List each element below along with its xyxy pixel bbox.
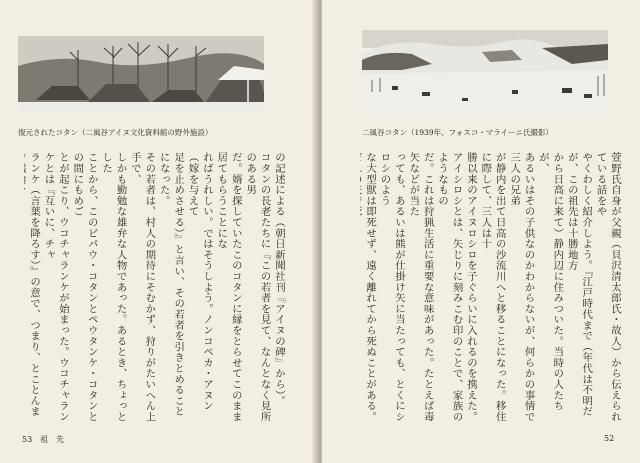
text-column: あるいはその子供なのかわからないが、何らかの事情で三人の兄弟 xyxy=(508,152,535,422)
left-photo-caption: 復元されたコタン（二風谷アイヌ文化資料館の野外施設） xyxy=(18,128,213,137)
text-column: しかも勤勉な雄弁な人物であった。あるとき、ちょっとした xyxy=(100,152,127,422)
text-column: コタンの長老たちに『この若者を見て、なんとなく見所のある男 xyxy=(244,152,271,422)
text-column: やくわしく紹介しよう。『江戸時代まで（年代は不明だが、この祖先は十勝地方 xyxy=(565,152,593,417)
right-photo xyxy=(362,30,608,114)
text-column: その若者は、村人の期待にそむかず、狩りがたいへん上手で、 xyxy=(128,152,156,422)
left-photo xyxy=(18,36,264,112)
right-folio: 52 xyxy=(604,434,615,443)
text-column: の記述による（朝日新聞社刊『アイヌの碑』から）。 xyxy=(273,152,285,406)
text-column: 足を止めさせる）』と言い、その若者を引きとめることになった。 xyxy=(157,152,185,417)
text-column: が静内を出て日高の沙流川へと移ることになった。移住に際して、三人は十 xyxy=(479,152,506,422)
text-column: だ。これは狩猟生活に重要な意味があった。たとえば毒矢などが当た xyxy=(407,152,434,422)
left-page xyxy=(0,0,318,463)
text-column: ランケ（言葉を降ろす）』の意で、つまり、とことんま xyxy=(28,152,41,417)
text-column: 勝以来のアイヌロシロを子ぐらいに入れるのを携えた。 xyxy=(464,152,477,422)
text-column: ればうれしい。ではそうしよう。ノンコペカ・アヌン（嫁を与えて xyxy=(186,152,213,412)
text-column: アイシロシとは、矢じりに刻みこむ印のことで、家族のようなもの xyxy=(436,152,463,422)
right-body-text xyxy=(360,152,622,422)
text-column: 萱野氏自身が父親（貝沢清太郎氏・故人）から伝えられている話をや xyxy=(594,152,621,422)
left-folio: 53 祖 先 xyxy=(22,435,65,444)
text-column: っても、あるいは熊が仕掛け矢に当たっても、とくにシロシのよう xyxy=(378,152,405,422)
right-photo-caption: 二風谷コタン（1939年、フォスコ・マライーニ氏撮影） xyxy=(362,128,553,137)
text-column: ことから、このビパウ・コタンとペウタンケ・コタンとの間にもめご xyxy=(71,152,98,422)
text-column: な大型獣は即死せず、遠く離れてから死ぬことがある。 xyxy=(364,152,377,422)
left-body-text xyxy=(24,152,286,422)
text-column: だ。婿を探していたこのコタンに縁をとらせてこのまま居てもらうことにな xyxy=(215,152,242,422)
right-page xyxy=(322,0,640,463)
text-column: から日高に来て）静内辺に住みついた。当時の人たちが、 xyxy=(536,152,564,412)
text-column: とが起こり、ウコチャランケが始まった。ウコチャランケとは『互いに、チャ xyxy=(42,152,69,422)
